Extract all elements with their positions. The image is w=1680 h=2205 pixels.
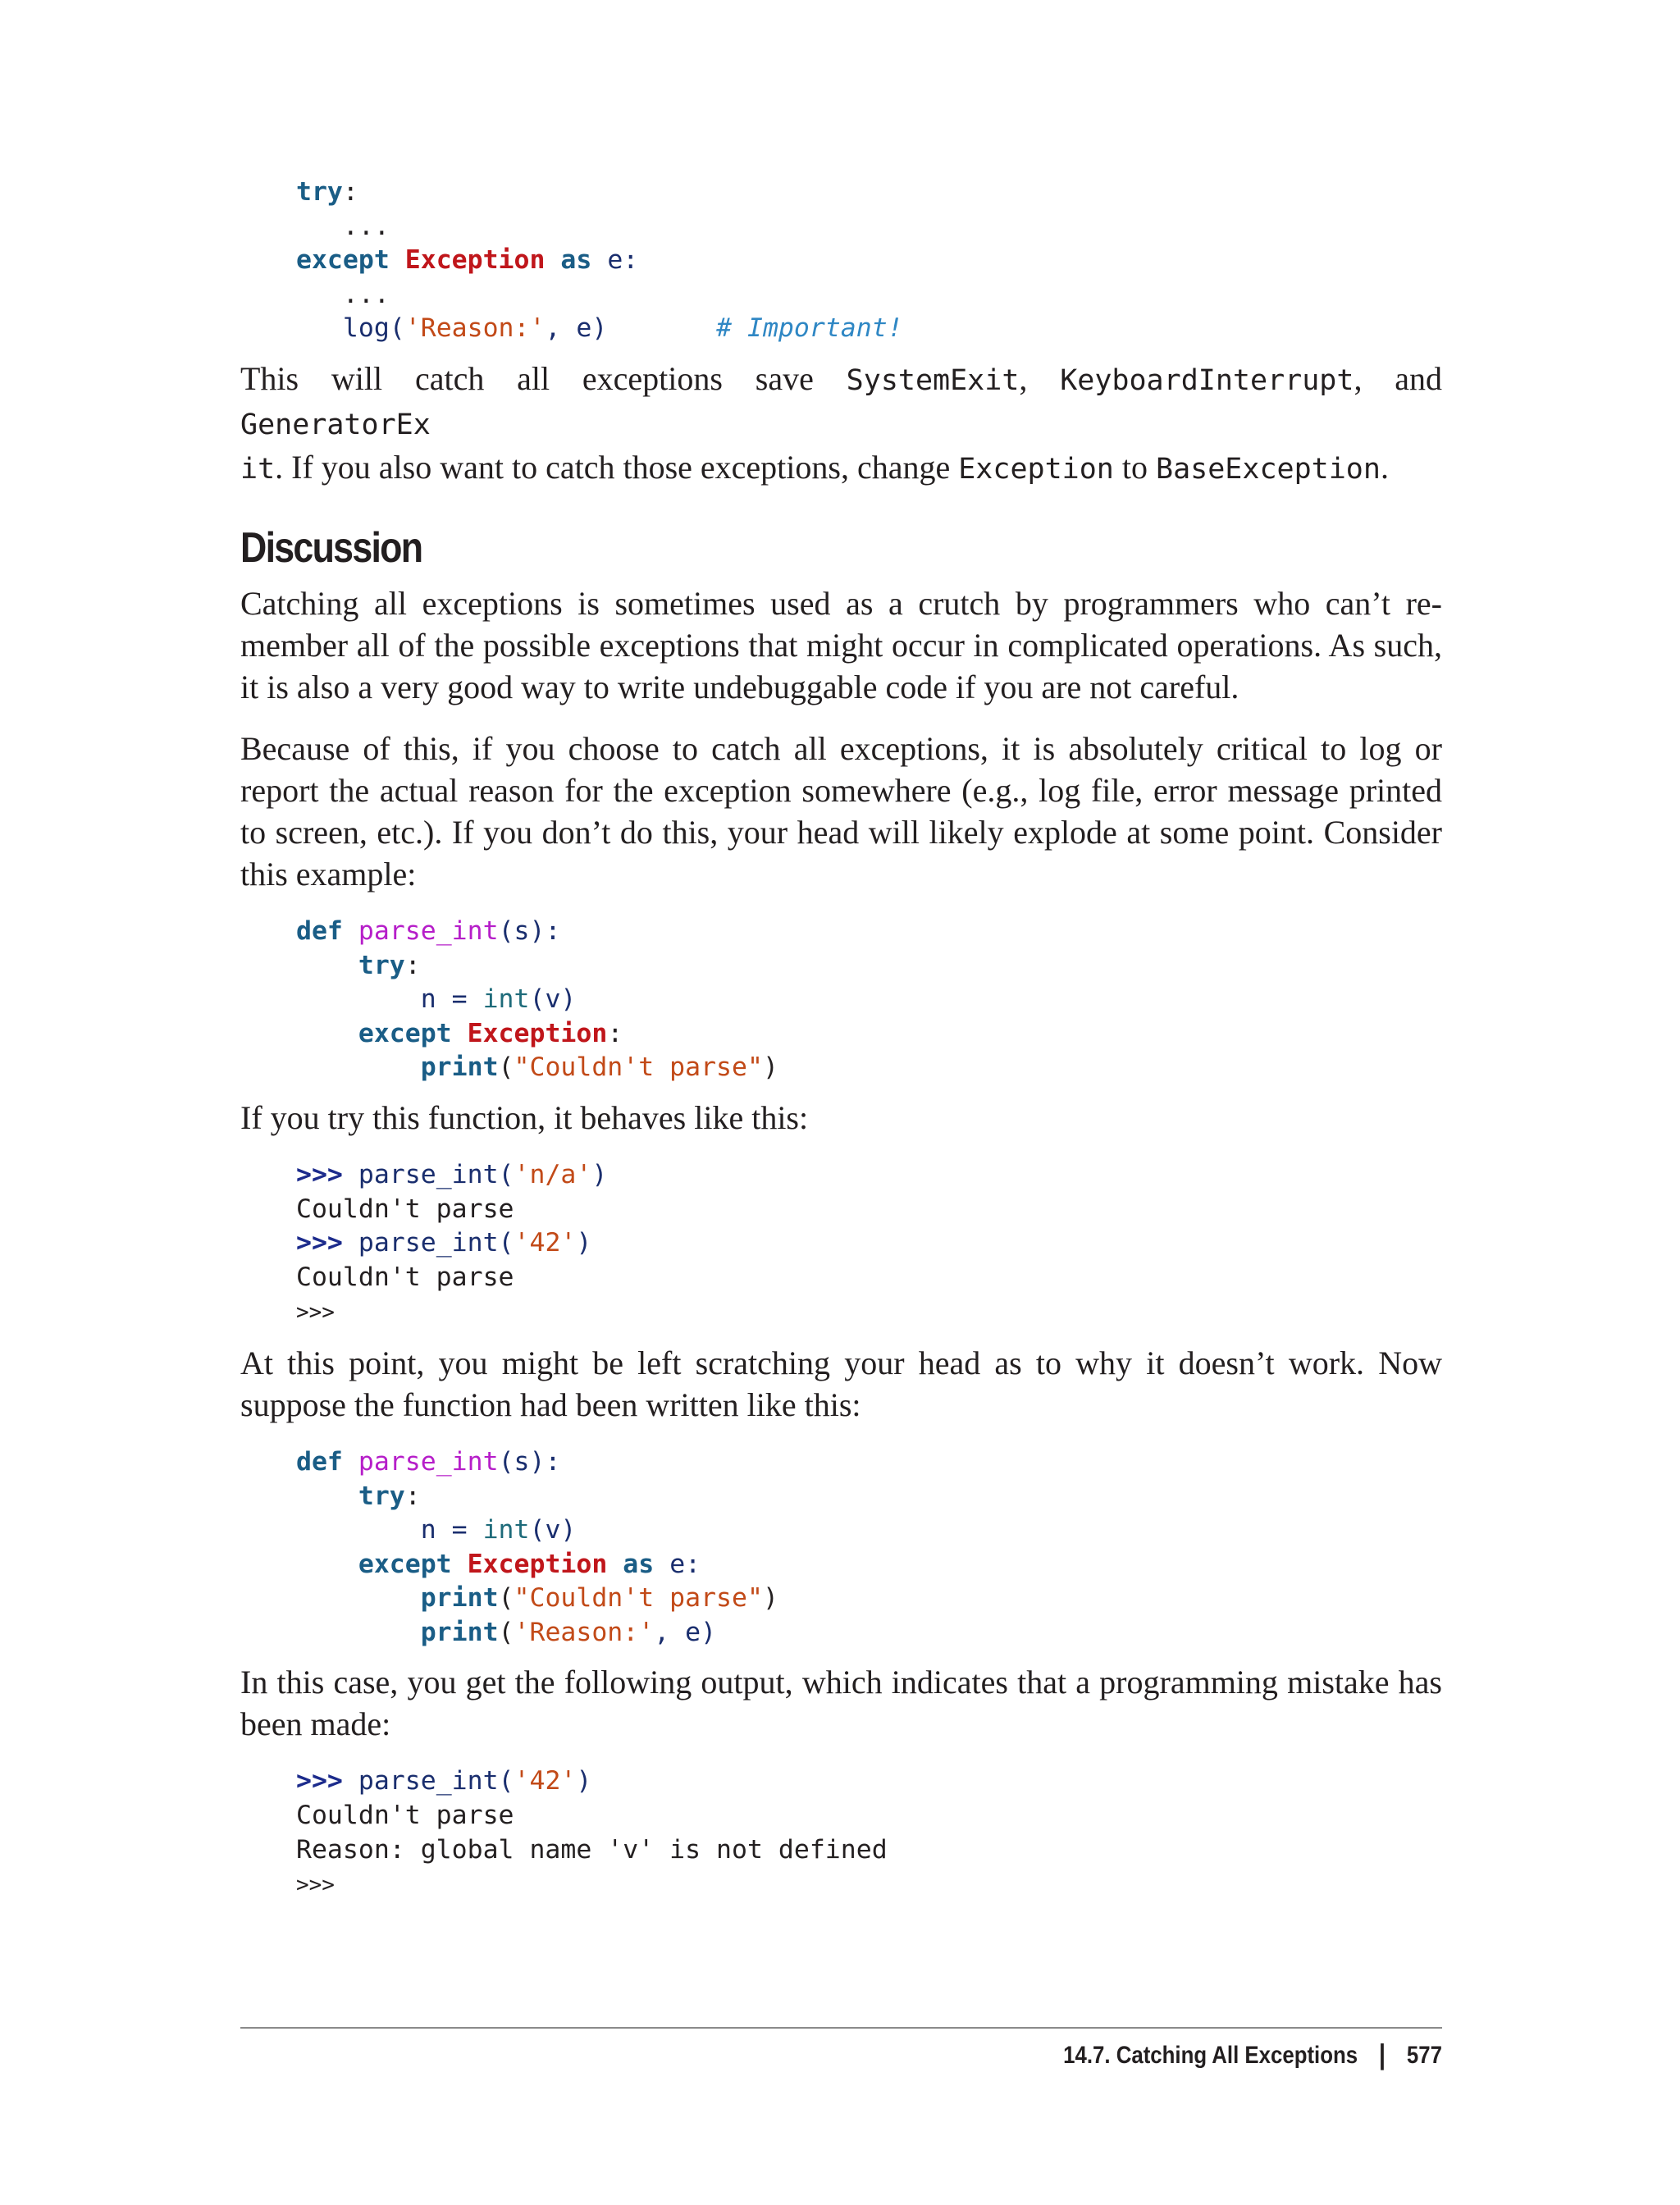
text: , and (1354, 359, 1442, 397)
code-keyword: as (560, 245, 592, 276)
text: , (1019, 359, 1061, 397)
code-function: parse_int (358, 1446, 499, 1477)
inline-code: Exception (958, 452, 1114, 486)
code-punct: : (607, 1018, 623, 1048)
footer-separator: | (1378, 2039, 1386, 2070)
code-signature: (s): (498, 915, 561, 946)
paragraph-scratching-head: At this point, you might be left scratching your head as to why it doesn’t work. Now suppose the function had been written like this: (240, 1344, 1442, 1423)
code-keyword: try (358, 1481, 405, 1511)
code-string: "Couldn't parse" (514, 1583, 763, 1614)
code-args: , e) (654, 1617, 717, 1647)
code-builtin: int (482, 984, 530, 1015)
inline-code: KeyboardInterrupt (1060, 363, 1354, 397)
code-punct: ) (576, 1228, 592, 1258)
page-content (240, 176, 1442, 1903)
code-block-parse-int-reason: def parse_int(s): try: n = int(v) except Exception as e: print("Couldn't parse") print('Reason:', e) (296, 1446, 778, 1647)
code-block-try-except (296, 176, 1442, 346)
code-comment: # Important! (716, 313, 903, 344)
code-args: (v) (529, 984, 577, 1015)
code-builtin: int (482, 1515, 530, 1545)
code-string: '42' (514, 1228, 577, 1258)
page-footer (1063, 2039, 1442, 2071)
code-punct: : (404, 1481, 421, 1511)
inline-code: GeneratorEx (240, 408, 431, 441)
code-function: parse_int (358, 915, 499, 946)
code-exception: Exception (404, 245, 546, 276)
code-keyword: def (296, 915, 343, 946)
code-var: e: (669, 1549, 701, 1579)
inline-code: BaseException (1156, 452, 1381, 486)
code-string: 'Reason:' (404, 313, 546, 344)
code-punct: : (404, 950, 421, 980)
code-output: Couldn't parse (296, 1262, 514, 1292)
paragraph-log-reason: Because of this, if you choose to catch all exceptions, it is absolutely critical to log or report the actual reason for the exception somewhere (e.g., log file, error message printed to screen, etc.). If you don’t do this, your head will likely explode at some point. Consider this example: (240, 729, 1442, 892)
code-block-interactive-1 (296, 1158, 1442, 1331)
code-string: 'n/a' (514, 1159, 592, 1189)
code-string: 'Reason:' (514, 1617, 655, 1647)
footer-rule (240, 2027, 1442, 2029)
code-args: (v) (529, 1515, 577, 1545)
code-block-parse-int: def parse_int(s): try: n = int(v) except Exception: print("Couldn't parse") (296, 915, 778, 1083)
text: This will catch all exceptions save (240, 359, 847, 397)
code-keyword: try (296, 177, 343, 207)
code-call: parse_int( (342, 1766, 514, 1796)
code-prompt: >>> (296, 1300, 335, 1326)
code-output: Couldn't parse (296, 1801, 514, 1831)
code-string: '42' (514, 1766, 577, 1796)
code-keyword: except (358, 1549, 452, 1579)
code-assign: n = (420, 984, 483, 1015)
inline-code: it (240, 452, 276, 486)
code-punct: ) (576, 1766, 592, 1796)
code-ellipsis: ... (296, 279, 390, 309)
footer-section-title: 14.7. Catching All Exceptions (1063, 2041, 1358, 2069)
code-punct: ) (762, 1052, 778, 1083)
code-keyword: except (358, 1018, 452, 1048)
code-call: parse_int( (342, 1159, 514, 1189)
code-builtin: print (420, 1052, 499, 1083)
code-punct: ) (762, 1583, 778, 1614)
code-call: parse_int( (342, 1228, 514, 1258)
code-prompt: >>> (296, 1159, 343, 1189)
code-assign: n = (420, 1515, 483, 1545)
code-keyword: def (296, 1446, 343, 1477)
code-keyword: as (623, 1549, 655, 1579)
text: . If you also want to catch those exceptions, change (275, 448, 959, 486)
code-ellipsis: ... (296, 211, 390, 241)
section-heading: Discussion (240, 523, 422, 572)
code-builtin: print (420, 1583, 499, 1614)
code-keyword: except (296, 245, 390, 276)
text: . (1380, 448, 1389, 486)
code-exception: Exception (467, 1018, 608, 1048)
code-punct: : (342, 177, 358, 207)
code-prompt: >>> (296, 1766, 343, 1796)
code-var: e: (607, 245, 639, 276)
code-prompt: >>> (296, 1873, 335, 1898)
code-punct: ) (591, 1159, 608, 1189)
code-call: , e) (545, 313, 608, 344)
code-output: Reason: global name 'v' is not defined (296, 1834, 888, 1865)
paragraph-try-function: If you try this function, it behaves like this: (240, 1098, 809, 1136)
paragraph-exceptions-save (240, 358, 1442, 491)
code-signature: (s): (498, 1446, 561, 1477)
paragraph-output-case: In this case, you get the following output, which indicates that a programming mistake has been made: (240, 1664, 1442, 1743)
code-prompt: >>> (296, 1228, 343, 1258)
code-block-interactive-2 (296, 1764, 1442, 1902)
code-output: Couldn't parse (296, 1194, 514, 1224)
code-builtin: print (420, 1617, 499, 1647)
inline-code: SystemExit (846, 363, 1020, 397)
code-exception: Exception (467, 1549, 608, 1579)
paragraph-crutch: Catching all exceptions is sometimes used as a crutch by programmers who can’t remember all of the possible exceptions that might occur in complicated operations. As such, it is also a very good way to write undebuggable code if you are not careful. (240, 584, 1442, 705)
page-number: 577 (1406, 2041, 1442, 2069)
code-keyword: try (358, 950, 405, 980)
text: to (1113, 448, 1157, 486)
code-string: "Couldn't parse" (514, 1052, 763, 1083)
code-call: log( (296, 313, 405, 344)
